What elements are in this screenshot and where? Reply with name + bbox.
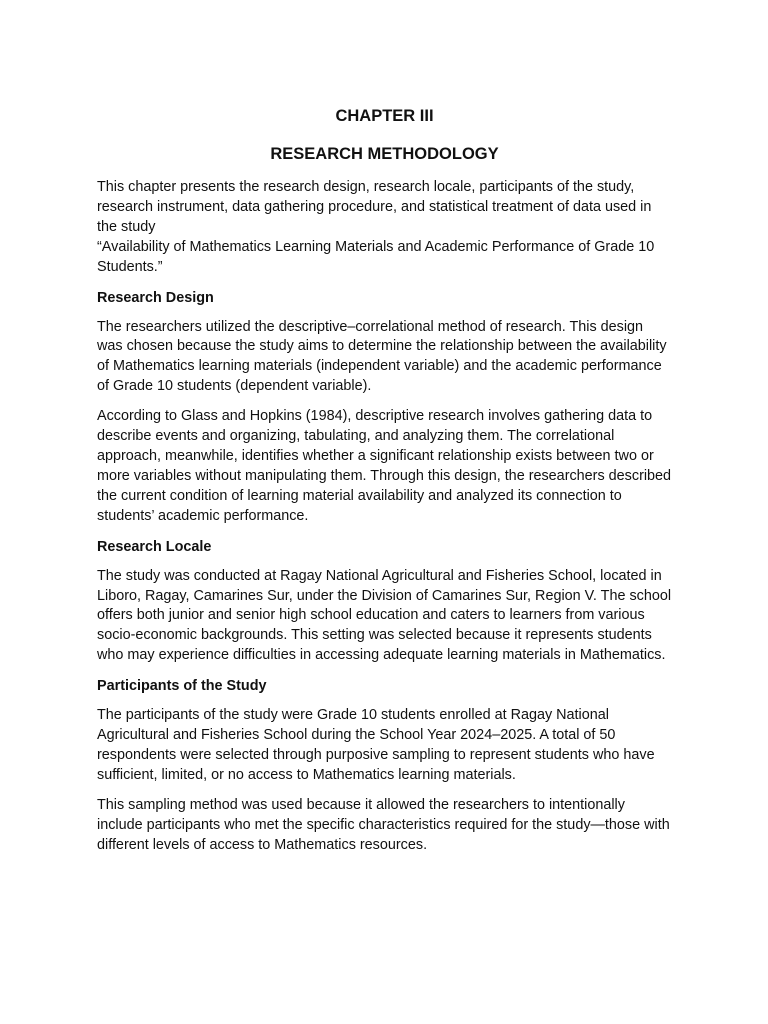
section-heading-research-locale: Research Locale xyxy=(97,538,212,555)
research-design-paragraph-2: According to Glass and Hopkins (1984), descriptive research involves gathering data to describe events and organizing, tabulating, and analyzing them. The correlational approach, meanwhile, identifies whether a significant relationship exists between two or more variables without manipulating them. Through this design, the researchers described the current condition of learning material availability and analyzed its connection to students’ academic performance. xyxy=(97,408,672,524)
participants-paragraph-2: This sampling method was used because it allowed the researchers to intentionally include participants who met the specific characteristics required for the study—those with different levels of access to Mathematics resources. xyxy=(97,796,670,853)
chapter-title: RESEARCH METHODOLOGY xyxy=(270,145,499,163)
research-design-paragraph-1: The researchers utilized the descriptive–correlational method of research. This design was chosen because the study aims to determine the relationship between the availability of Mathematics learning materials (independent variable) and the academic performance of Grade 10 students (dependent variable). xyxy=(97,318,667,395)
document-page xyxy=(97,106,672,855)
intro-text: This chapter presents the research design, research locale, participants of the study, research instrument, data gathering procedure, and statistical treatment of data used in the study xyxy=(97,179,652,235)
participants-paragraph-1: The participants of the study were Grade 10 students enrolled at Ragay National Agricultural and Fisheries School during the School Year 2024–2025. A total of 50 respondents were selected through purposive sampling to represent students who have sufficient, limited, or no access to Mathematics learning materials. xyxy=(97,707,655,783)
section-heading-participants: Participants of the Study xyxy=(97,678,267,695)
research-locale-paragraph-1: The study was conducted at Ragay National Agricultural and Fisheries School, located in Liboro, Ragay, Camarines Sur, under the Division of Camarines Sur, Region V. The school offers both junior and senior high school education and caters to learners from various socio-economic backgrounds. This setting was selected because it represents students who may experience difficulties in accessing adequate learning materials in Mathematics. xyxy=(97,567,672,664)
study-title-quote: “Availability of Mathematics Learning Materials and Academic Performance of Grade 10 Students.” xyxy=(97,238,655,275)
intro-paragraph xyxy=(97,178,672,278)
chapter-number: CHAPTER III xyxy=(335,107,434,125)
section-heading-research-design: Research Design xyxy=(97,289,214,306)
